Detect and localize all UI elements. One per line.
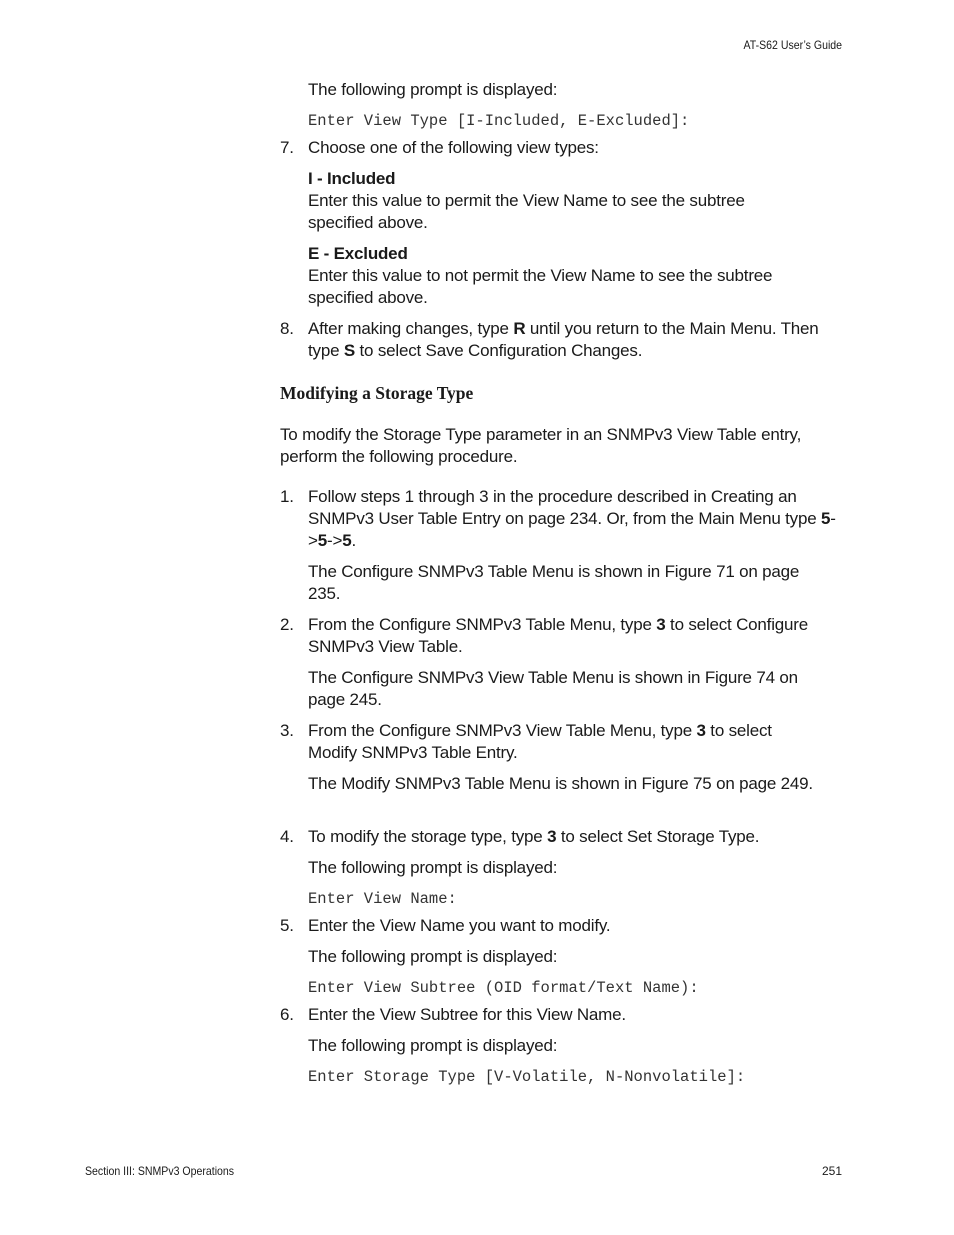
- step-number: 5.: [280, 916, 294, 935]
- step-note: The Configure SNMPv3 View Table Menu is shown in Figure 74 on page 245.: [308, 668, 798, 709]
- step-number: 7.: [280, 138, 294, 157]
- step-number: 2.: [280, 615, 294, 634]
- option-title: E - Excluded: [308, 244, 408, 263]
- step-number: 6.: [280, 1005, 294, 1024]
- step-text: From the Configure SNMPv3 View Table Menu, type 3 to select Modify SNMPv3 Table Entry.: [308, 721, 772, 762]
- option-description: Enter this value to permit the View Name to see the subtree specified above.: [308, 191, 745, 232]
- step-number: 1.: [280, 487, 294, 506]
- option-title: I - Included: [308, 169, 396, 188]
- prompt-intro: The following prompt is displayed:: [308, 1036, 558, 1055]
- prompt-intro: The following prompt is displayed:: [308, 80, 558, 99]
- code-view-subtree: Enter View Subtree (OID format/Text Name):: [308, 979, 699, 997]
- page-number: 251: [821, 1164, 842, 1178]
- option-description: Enter this value to not permit the View Name to see the subtree specified above.: [308, 266, 773, 307]
- step-text: Enter the View Name you want to modify.: [308, 916, 611, 935]
- section-heading: Modifying a Storage Type: [280, 383, 474, 403]
- prompt-intro: The following prompt is displayed:: [308, 858, 558, 877]
- step-text: Choose one of the following view types:: [308, 138, 599, 157]
- step-note: The Modify SNMPv3 Table Menu is shown in Figure 75 on page 249.: [308, 774, 813, 793]
- section-intro: To modify the Storage Type parameter in an SNMPv3 View Table entry, perform the following procedure.: [280, 425, 802, 466]
- step-text: Follow steps 1 through 3 in the procedure described in Creating an SNMPv3 User Table Entry on page 234. Or, from the Main Menu type 5->5->5.: [308, 487, 836, 550]
- step-number: 3.: [280, 721, 294, 740]
- step-number: 4.: [280, 827, 294, 846]
- code-view-type: Enter View Type [I-Included, E-Excluded]:: [308, 112, 690, 130]
- footer-section: Section III: SNMPv3 Operations: [85, 1164, 235, 1178]
- prompt-intro: The following prompt is displayed:: [308, 947, 558, 966]
- step-text: To modify the storage type, type 3 to select Set Storage Type.: [308, 827, 760, 846]
- step-text: After making changes, type R until you return to the Main Menu. Then type S to select Save Configuration Changes.: [308, 319, 819, 360]
- step-text: Enter the View Subtree for this View Name.: [308, 1005, 626, 1024]
- step-note: The Configure SNMPv3 Table Menu is shown in Figure 71 on page 235.: [308, 562, 800, 603]
- running-header: AT-S62 User’s Guide: [743, 38, 842, 52]
- code-storage-type: Enter Storage Type [V-Volatile, N-Nonvolatile]:: [308, 1068, 746, 1086]
- code-view-name: Enter View Name:: [308, 890, 457, 908]
- step-number: 8.: [280, 319, 294, 338]
- step-text: From the Configure SNMPv3 Table Menu, type 3 to select Configure SNMPv3 View Table.: [308, 615, 808, 656]
